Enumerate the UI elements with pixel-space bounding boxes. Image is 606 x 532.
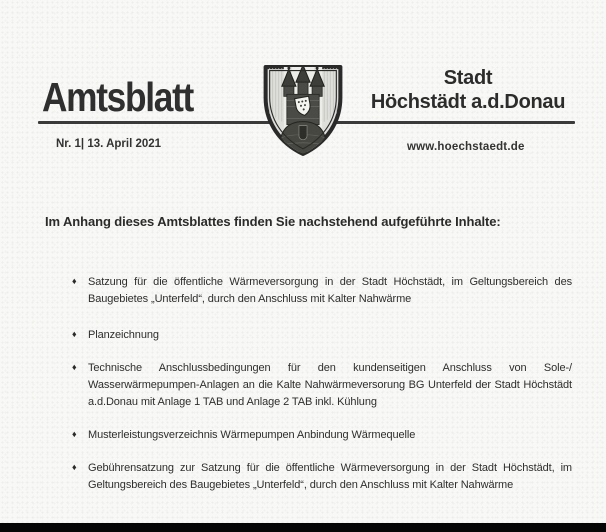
list-item bbox=[72, 360, 572, 411]
website-url: www.hoechstaedt.de bbox=[407, 141, 525, 153]
contents-list bbox=[72, 258, 572, 494]
issue-number-date: Nr. 1| 13. April 2021 bbox=[56, 138, 162, 150]
list-item-text: Musterleistungsverzeichnis Wärmepumpen Anbindung Wärmequelle bbox=[88, 429, 416, 441]
bottom-edge-bar bbox=[0, 523, 606, 532]
intro-line: Im Anhang dieses Amtsblattes finden Sie nachstehend aufgeführte Inhalte: bbox=[45, 214, 501, 229]
list-item bbox=[72, 427, 572, 444]
list-item-text: Technische Anschlussbedingungen für den kundenseitigen Anschluss von Sole-/ Wasserwärmepumpen-Anlagen an die Kalte Nahwärmeversorung BG Unterfeld der Stadt Höchstädt a.d.Donau mit Anlage 1 TAB und Anlage 2 TAB inkl. Kühlung bbox=[88, 362, 572, 408]
list-item-text: Satzung für die öffentliche Wärmeversorgung in der Stadt Höchstädt, im Geltungsbereich des Baugebietes „Unterfeld“, durch den Anschluss mit Kalter Nahwärme bbox=[88, 276, 572, 305]
diamond-bullet-icon: ♦ bbox=[72, 362, 77, 372]
list-item-text: Gebührensatzung zur Satzung für die öffentliche Wärmeversorgung in der Stadt Höchstädt, im Geltungsbereich des Baugebietes „Unterfeld“, durch den Anschluss mit Kalter Nahwärme bbox=[88, 462, 572, 491]
list-item bbox=[72, 460, 572, 494]
city-crest-icon bbox=[259, 61, 347, 160]
diamond-bullet-icon: ♦ bbox=[72, 276, 77, 286]
diamond-bullet-icon: ♦ bbox=[72, 429, 77, 439]
list-item bbox=[72, 327, 572, 344]
list-item bbox=[72, 274, 572, 308]
city-name-block bbox=[358, 66, 578, 114]
diamond-bullet-icon: ♦ bbox=[72, 462, 77, 472]
diamond-bullet-icon: ♦ bbox=[72, 329, 77, 339]
city-name-line1: Stadt bbox=[443, 67, 493, 89]
list-item-text: Planzeichnung bbox=[88, 329, 159, 341]
city-name-line2: Höchstädt a.d.Donau bbox=[370, 91, 566, 113]
masthead-title: Amtsblatt bbox=[42, 74, 193, 120]
